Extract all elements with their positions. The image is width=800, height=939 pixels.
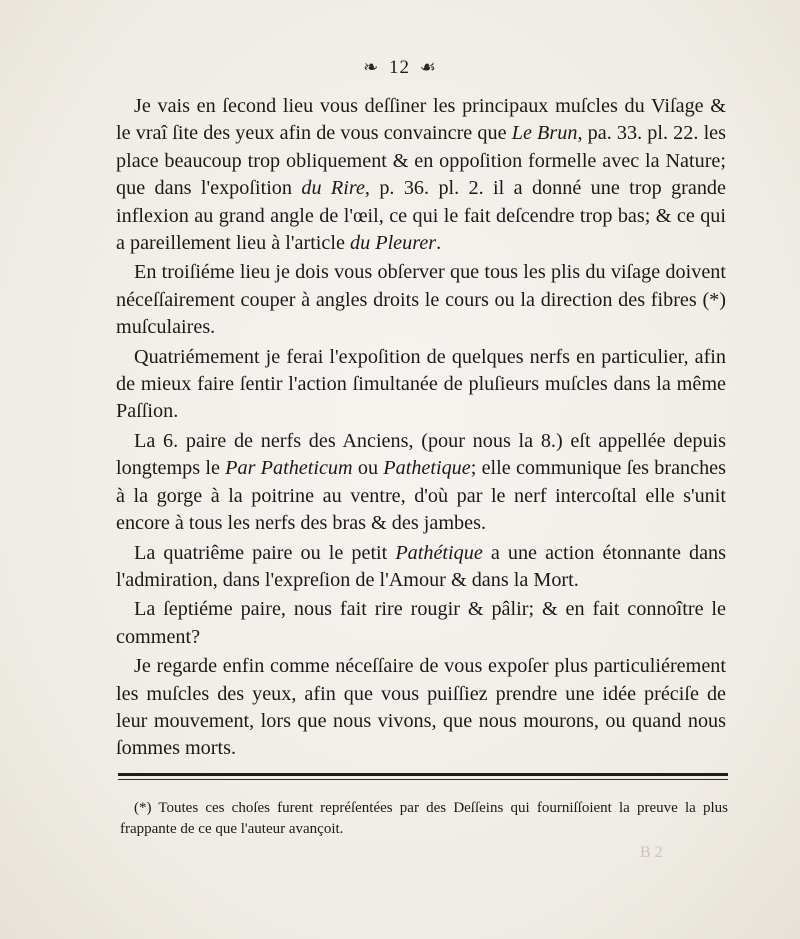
- paragraph: [116, 596, 726, 651]
- text-run: .: [436, 232, 442, 255]
- text-run: La 6. paire de nerfs des Anciens, (pour nous la 8.) eſt appellée depuis longtemps le: [116, 429, 726, 480]
- italic-phrase: Par Patheticum: [225, 457, 353, 480]
- text-run: ou: [352, 457, 384, 480]
- paragraph: [116, 428, 726, 538]
- footnote-rule: [118, 773, 728, 780]
- body-text: [116, 93, 726, 763]
- text-run: La ſeptiéme paire, nous fait rire rougir & pâlir; & en fait connoître le comment?: [116, 598, 726, 648]
- paragraph: [116, 540, 726, 595]
- italic-phrase: Pathetique: [383, 457, 471, 480]
- italic-phrase: Pathétique: [395, 541, 483, 564]
- rule-thick: [118, 773, 728, 776]
- text-run: , p. 36. pl. 2. il a donné une trop grande inflexion au grand angle de l'œil, ce qui le fait deſcendre trop bas; & ce qui a pareillement lieu à l'article: [116, 177, 726, 255]
- text-run: Quatriémement je ferai l'expoſition de quelques nerfs en particulier, afin de mieux faire ſentir l'action ſimultanée de pluſieurs muſcles dans la même Paſſion.: [116, 345, 726, 423]
- text-run: , pa. 33. pl. 22. les place beaucoup trop obliquement & en oppoſition formelle avec la Nature; que dans l'expoſition: [116, 122, 726, 200]
- text-run: La quatriême paire ou le petit: [134, 541, 396, 564]
- text-run: Je regarde enfin comme néceſſaire de vous expoſer plus particuliérement les muſcles des yeux, afin que vous puiſſiez prendre une idée préciſe de leur mouvement, lors que nous vivons, que nous mourons, ou quand nous ſommes morts.: [116, 655, 726, 760]
- rule-thin: [118, 779, 728, 780]
- text-run: ; elle communique ſes branches à la gorge à la poitrine au ventre, d'où par le nerf intercoſtal elle s'unit encore à tous les nerfs des bras & des jambes.: [116, 457, 726, 535]
- text-run: En troiſiéme lieu je dois vous obſerver que tous les plis du viſage doivent néceſſairement couper à angles droits le cours ou la direction des fibres (*) muſculaires.: [116, 261, 726, 339]
- paragraph: [116, 93, 726, 257]
- footnote: (*) Toutes ces choſes furent repréſentées par des Deſſeins qui fourniſſoient la preuve la plus frappante de ce que l'auteur avançoit.: [120, 800, 728, 837]
- italic-phrase: du Pleurer: [350, 232, 437, 255]
- paragraph: [116, 259, 726, 341]
- text-run: a une action étonnante dans l'admiration, dans l'expreſion de l'Amour & dans la Mort.: [116, 541, 726, 591]
- paragraph: [116, 344, 726, 426]
- ornament-right-icon: ☙: [419, 57, 437, 78]
- page-number: 12: [388, 56, 410, 78]
- paragraph: [116, 653, 726, 763]
- italic-phrase: du Rire: [301, 177, 365, 200]
- signature-mark: B 2: [640, 844, 663, 861]
- ornament-left-icon: ❧: [363, 57, 380, 78]
- text-run: Je vais en ſecond lieu vous deſſiner les principaux muſcles du Viſage & le vraî ſite des yeux afin de vous convaincre que: [116, 95, 726, 145]
- page-header: [0, 56, 800, 79]
- italic-phrase: Le Brun: [511, 122, 578, 145]
